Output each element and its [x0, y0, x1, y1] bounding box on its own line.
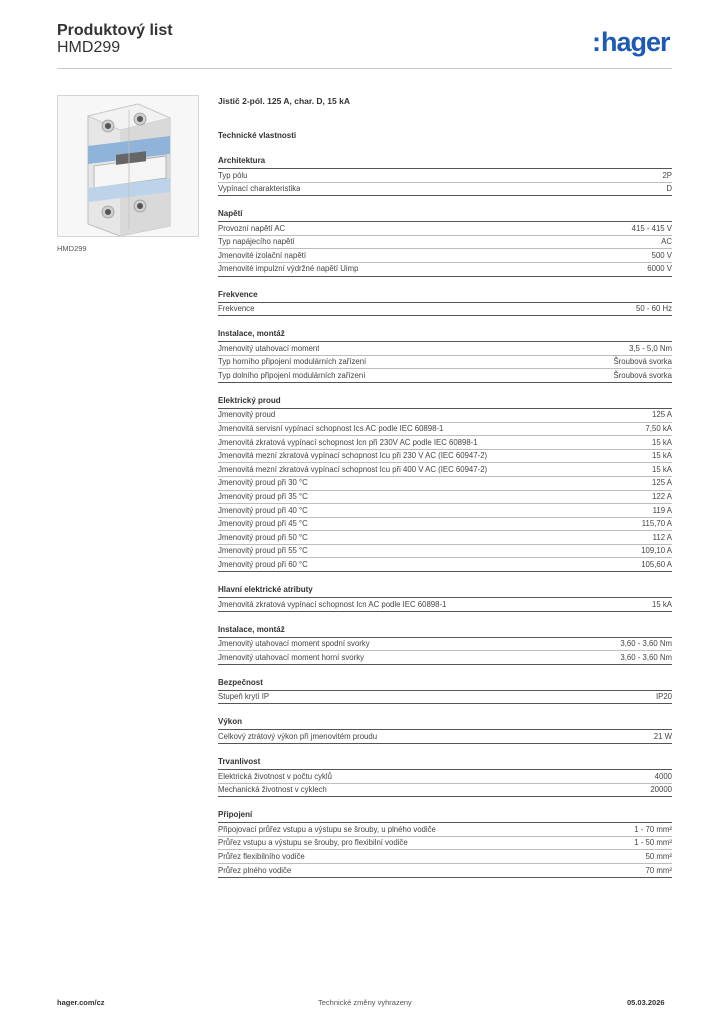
- section-title: Bezpečnost: [218, 677, 672, 691]
- spec-row: [218, 222, 672, 236]
- spec-row: [218, 342, 672, 356]
- spec-row: [218, 423, 672, 437]
- section-title: Architektura: [218, 155, 672, 169]
- spec-label: Jmenovitá servisní vypínací schopnost Ics AC podle IEC 60898-1: [218, 424, 444, 434]
- spec-label: Průřez vstupu a výstupu se šrouby, pro flexibilní vodiče: [218, 838, 408, 848]
- spec-section: [218, 208, 672, 276]
- spec-label: Jmenovitý proud při 40 °C: [218, 505, 308, 515]
- spec-row: [218, 598, 672, 612]
- spec-label: Jmenovitá mezní zkratová vypínací schopnost Icu při 230 V AC (IEC 60947-2): [218, 451, 488, 461]
- spec-section: [218, 155, 672, 196]
- spec-label: Frekvence: [218, 304, 255, 314]
- spec-value: 122 A: [652, 492, 672, 501]
- spec-label: Průřez flexibilního vodiče: [218, 851, 305, 861]
- spec-value: D: [666, 184, 672, 194]
- spec-row: [218, 303, 672, 317]
- spec-label: Jmenovitý proud při 50 °C: [218, 532, 308, 542]
- circuit-breaker-icon: [58, 96, 198, 236]
- spec-row: [218, 651, 672, 665]
- spec-row: [218, 463, 672, 477]
- spec-label: Jmenovitý proud při 60 °C: [218, 559, 308, 569]
- spec-row: [218, 691, 672, 705]
- spec-sections: [218, 155, 672, 878]
- spec-row: [218, 850, 672, 864]
- spec-value: 3,5 - 5,0 Nm: [629, 343, 672, 353]
- spec-label: Jmenovitý utahovací moment spodní svorky: [218, 639, 370, 649]
- spec-row: [218, 450, 672, 464]
- section-title: Napětí: [218, 208, 672, 222]
- spec-value: 70 mm²: [645, 865, 672, 875]
- spec-value: IP20: [655, 692, 672, 702]
- footer-notice: Technické změny vyhrazeny: [318, 998, 412, 1007]
- section-title: Elektrický proud: [218, 395, 672, 409]
- logo-text: hager: [601, 27, 670, 57]
- spec-row: [218, 638, 672, 652]
- spec-label: Jmenovitý proud při 45 °C: [218, 519, 308, 529]
- footer-date: 05.03.2026: [627, 998, 665, 1007]
- spec-section: [218, 624, 672, 665]
- spec-row: [218, 531, 672, 545]
- header-divider: [57, 68, 672, 69]
- spec-row: [218, 770, 672, 784]
- section-title: Frekvence: [218, 289, 672, 303]
- spec-label: Typ horního připojení modulárních zařízení: [218, 357, 367, 367]
- spec-row: [218, 249, 672, 263]
- spec-section: [218, 809, 672, 877]
- spec-label: Provozní napětí AC: [218, 223, 286, 233]
- spec-value: 15 kA: [652, 464, 672, 474]
- spec-value: 3,60 - 3,60 Nm: [620, 652, 672, 662]
- spec-label: Jmenovitá mezní zkratová vypínací schopnost Icu při 400 V AC (IEC 60947-2): [218, 464, 488, 474]
- technical-heading: Technické vlastnosti: [218, 131, 297, 140]
- spec-label: Mechanická životnost v cyklech: [218, 785, 327, 795]
- spec-content: [218, 96, 672, 878]
- spec-value: 115,70 A: [641, 519, 672, 529]
- spec-label: Jmenovitá zkratová vypínací schopnost Icn AC podle IEC 60898-1: [218, 599, 447, 609]
- spec-row: [218, 169, 672, 183]
- spec-value: 15 kA: [652, 599, 672, 609]
- spec-value: 4000: [654, 771, 672, 781]
- spec-value: 3,60 - 3,60 Nm: [620, 639, 672, 649]
- spec-label: Typ napájecího napětí: [218, 237, 295, 247]
- spec-label: Jmenovité izolační napětí: [218, 250, 306, 260]
- spec-label: Jmenovitý utahovací moment: [218, 343, 320, 353]
- spec-value: 6000 V: [647, 264, 672, 274]
- spec-row: [218, 236, 672, 250]
- spec-section: [218, 328, 672, 383]
- spec-value: 20000: [650, 785, 672, 795]
- spec-value: 15 kA: [652, 437, 672, 447]
- logo-colon-icon: :: [592, 27, 600, 57]
- section-title: Výkon: [218, 716, 672, 730]
- section-title: Trvanlivost: [218, 756, 672, 770]
- spec-label: Typ dolního připojení modulárních zařízení: [218, 370, 366, 380]
- product-description: Jistič 2-pól. 125 A, char. D, 15 kA: [218, 96, 350, 106]
- spec-label: Vypínací charakteristika: [218, 184, 301, 194]
- spec-value: 415 - 415 V: [631, 223, 672, 233]
- section-title: Připojení: [218, 809, 672, 823]
- spec-value: 119 A: [652, 505, 672, 515]
- page-title: Produktový list: [57, 22, 173, 39]
- spec-label: Jmenovitý proud: [218, 410, 276, 420]
- spec-label: Jmenovitý utahovací moment horní svorky: [218, 652, 365, 662]
- spec-value: AC: [661, 237, 672, 247]
- spec-value: 500 V: [651, 250, 672, 260]
- hager-logo[interactable]: [592, 27, 670, 57]
- spec-row: [218, 477, 672, 491]
- spec-value: Šroubová svorka: [613, 370, 672, 380]
- spec-value: 125 A: [652, 478, 672, 488]
- product-image: [57, 95, 199, 237]
- spec-value: 21 W: [653, 731, 672, 741]
- spec-value: 112 A: [652, 532, 672, 542]
- spec-row: [218, 491, 672, 505]
- spec-row: [218, 183, 672, 197]
- spec-section: [218, 395, 672, 572]
- spec-row: [218, 356, 672, 370]
- spec-value: 1 - 70 mm²: [634, 824, 672, 834]
- spec-row: [218, 823, 672, 837]
- spec-section: [218, 584, 672, 612]
- spec-value: 7,50 kA: [645, 424, 672, 434]
- spec-value: 125 A: [652, 410, 672, 420]
- spec-value: 109,10 A: [641, 546, 672, 556]
- spec-row: [218, 864, 672, 878]
- spec-label: Jmenovité impulzní výdržné napětí Uimp: [218, 264, 359, 274]
- section-title: Instalace, montáž: [218, 624, 672, 638]
- spec-label: Jmenovitý proud při 35 °C: [218, 492, 308, 501]
- spec-value: 50 mm²: [645, 851, 672, 861]
- spec-row: [218, 784, 672, 798]
- spec-row: [218, 837, 672, 851]
- spec-row: [218, 518, 672, 532]
- spec-label: Jmenovitá zkratová vypínací schopnost Icn při 230V AC podle IEC 60898-1: [218, 437, 478, 447]
- spec-label: Průřez plného vodiče: [218, 865, 292, 875]
- spec-row: [218, 409, 672, 423]
- image-caption: HMD299: [57, 244, 87, 253]
- product-code: HMD299: [57, 39, 121, 56]
- spec-label: Stupeň krytí IP: [218, 692, 270, 702]
- spec-row: [218, 730, 672, 744]
- footer-website[interactable]: hager.com/cz: [57, 998, 105, 1007]
- spec-value: 50 - 60 Hz: [636, 304, 672, 314]
- spec-section: [218, 677, 672, 705]
- spec-value: 2P: [662, 170, 672, 180]
- spec-value: 105,60 A: [641, 559, 672, 569]
- spec-label: Jmenovitý proud při 30 °C: [218, 478, 308, 488]
- spec-value: Šroubová svorka: [613, 357, 672, 367]
- spec-label: Připojovací průřez vstupu a výstupu se šrouby, u plného vodiče: [218, 824, 436, 834]
- spec-row: [218, 558, 672, 572]
- spec-row: [218, 504, 672, 518]
- spec-label: Jmenovitý proud při 55 °C: [218, 546, 308, 556]
- spec-row: [218, 436, 672, 450]
- spec-value: 15 kA: [652, 451, 672, 461]
- spec-label: Celkový ztrátový výkon při jmenovitém proudu: [218, 731, 378, 741]
- spec-value: 1 - 50 mm²: [634, 838, 672, 848]
- spec-label: Elektrická životnost v počtu cyklů: [218, 771, 332, 781]
- spec-section: [218, 289, 672, 317]
- section-title: Instalace, montáž: [218, 328, 672, 342]
- spec-row: [218, 545, 672, 559]
- spec-row: [218, 263, 672, 277]
- spec-row: [218, 369, 672, 383]
- spec-section: [218, 716, 672, 744]
- spec-section: [218, 756, 672, 797]
- section-title: Hlavní elektrické atributy: [218, 584, 672, 598]
- spec-label: Typ pólu: [218, 170, 248, 180]
